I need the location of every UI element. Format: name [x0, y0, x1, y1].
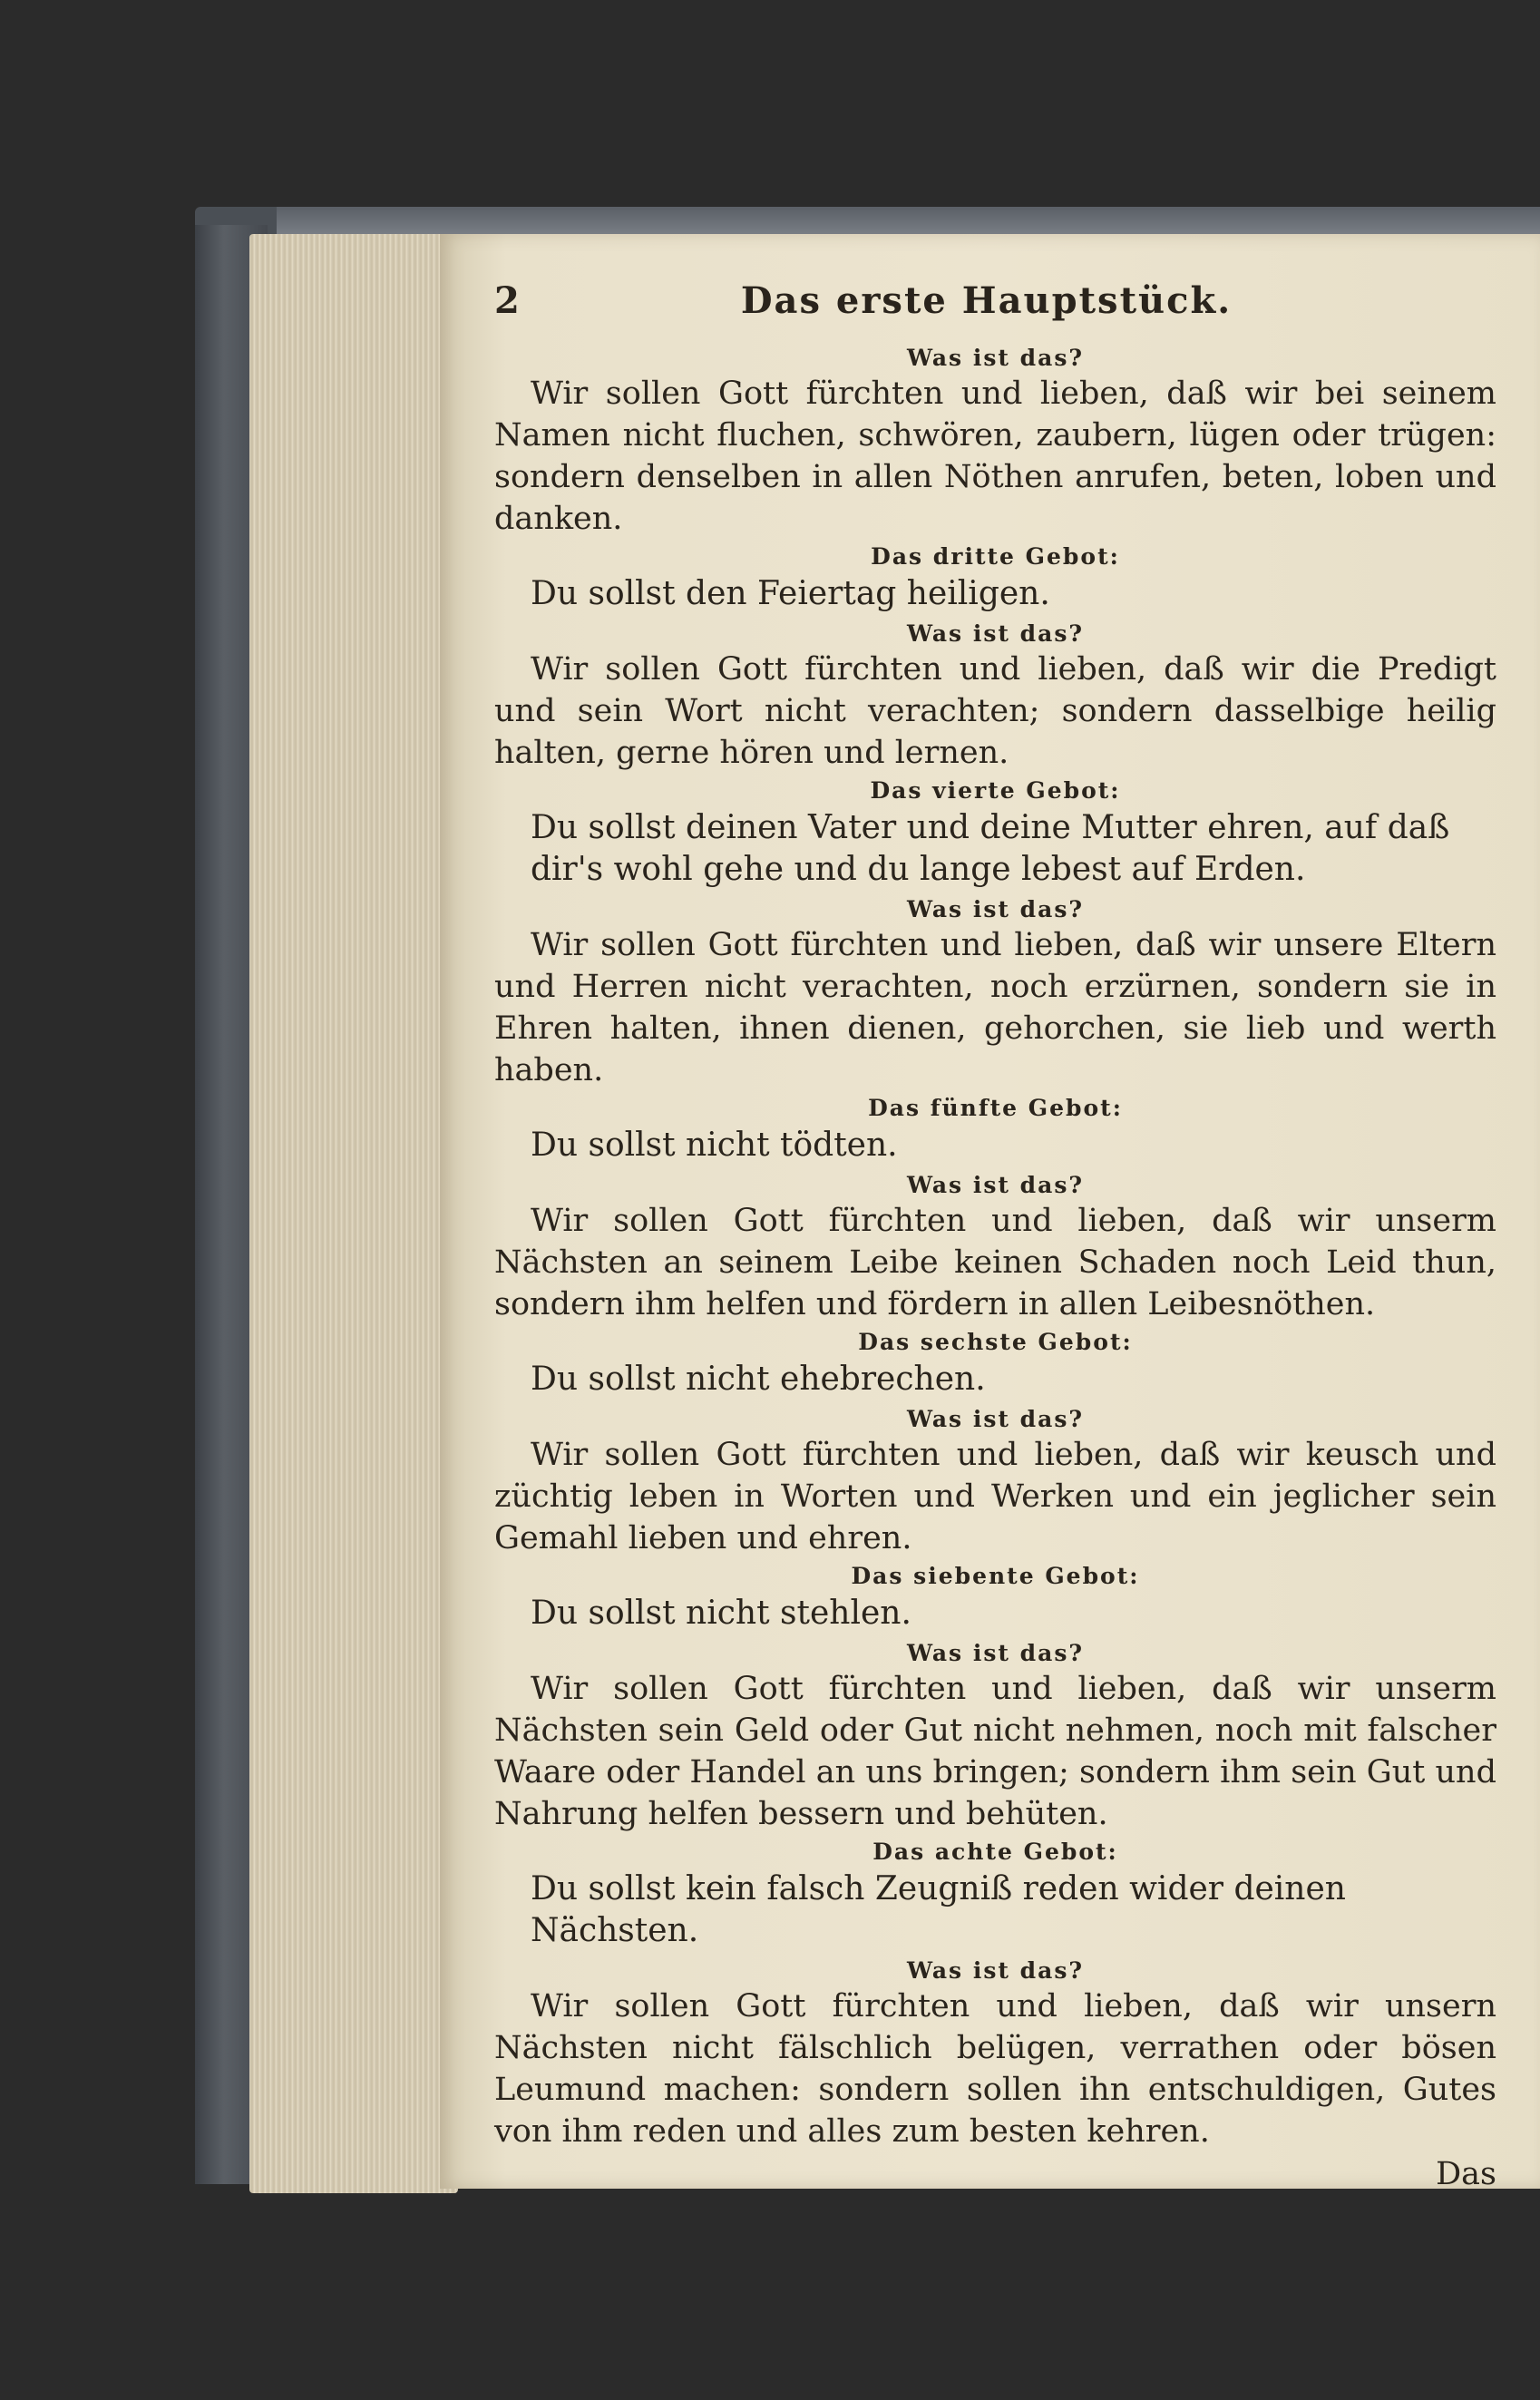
book: [195, 207, 1540, 2202]
commandment-heading: Das sechste Gebot:: [858, 1329, 1133, 1355]
explanation-paragraph: Wir sollen Gott fürchten und lieben, daß wir keusch und züchtig leben in Worten und Werken und ein jeglicher sein Gemahl lieben und ehren.: [494, 1437, 1496, 1556]
explanation-paragraph: Wir sollen Gott fürchten und lieben, daß wir unsern Nächsten nicht fälschlich belügen, verrathen oder bösen Leumund machen: sondern sollen ihn entschuldigen, Gutes von ihm reden und alles zum besten kehren.: [494, 1988, 1496, 2150]
question-heading: Was ist das?: [906, 1172, 1085, 1198]
book-page: [440, 234, 1540, 2192]
explanation-paragraph: Wir sollen Gott fürchten und lieben, daß wir unserm Nächsten sein Geld oder Gut nicht nehmen, noch mit falscher Waare oder Handel an uns bringen; sondern ihm sein Gut und Nahrung helfen bessern und behüten.: [494, 1671, 1496, 1832]
running-head: Das erste Hauptstück.: [740, 279, 1233, 322]
commandment-heading: Das dritte Gebot:: [871, 543, 1120, 570]
catchword: Das: [1436, 2156, 1496, 2192]
question-heading: Was ist das?: [906, 896, 1085, 922]
commandment-text: Du sollst den Feiertag heiligen.: [531, 575, 1050, 612]
commandment-heading: Das siebente Gebot:: [851, 1563, 1140, 1589]
question-heading: Was ist das?: [906, 345, 1085, 371]
explanation-paragraph: Wir sollen Gott fürchten und lieben, daß wir unserm Nächsten an seinem Leibe keinen Schaden noch Leid thun, sondern ihm helfen und fördern in allen Leibesnöthen.: [494, 1203, 1496, 1322]
question-heading: Was ist das?: [906, 620, 1085, 647]
page-number: 2: [494, 279, 520, 322]
question-heading: Was ist das?: [906, 1406, 1085, 1432]
commandment-heading: Das vierte Gebot:: [870, 777, 1121, 804]
explanation-paragraph: Wir sollen Gott fürchten und lieben, daß wir bei seinem Namen nicht fluchen, schwören, zaubern, lügen oder trügen: sondern denselben in allen Nöthen anrufen, beten, loben und danken.: [494, 376, 1496, 537]
page-content: [494, 279, 1496, 2192]
commandment-text: Du sollst nicht ehebrechen.: [531, 1361, 986, 1398]
commandment-text: Du sollst nicht tödten.: [531, 1127, 898, 1164]
commandment-text: Du sollst nicht stehlen.: [531, 1595, 911, 1632]
question-heading: Was ist das?: [906, 1640, 1085, 1666]
page-header: [494, 279, 1496, 343]
page-edges: [249, 234, 458, 2193]
explanation-paragraph: Wir sollen Gott fürchten und lieben, daß wir unsere Eltern und Herren nicht verachten, noch erzürnen, sondern sie in Ehren halten, ihnen dienen, gehorchen, sie lieb und werth haben.: [494, 927, 1496, 1088]
commandment-text: Du sollst kein falsch Zeugniß reden wider deinen Nächsten.: [531, 1870, 1346, 1949]
top-binding-band: [277, 207, 1540, 238]
commandment-text: Du sollst deinen Vater und deine Mutter ehren, auf daß dir's wohl gehe und du lange lebest auf Erden.: [531, 809, 1450, 888]
question-heading: Was ist das?: [906, 1957, 1085, 1984]
commandment-heading: Das fünfte Gebot:: [868, 1095, 1123, 1121]
commandment-heading: Das achte Gebot:: [872, 1839, 1118, 1865]
text-body: [494, 345, 1496, 2152]
explanation-paragraph: Wir sollen Gott fürchten und lieben, daß wir die Predigt und sein Wort nicht verachten; sondern dasselbige heilig halten, gerne hören und lernen.: [494, 651, 1496, 771]
